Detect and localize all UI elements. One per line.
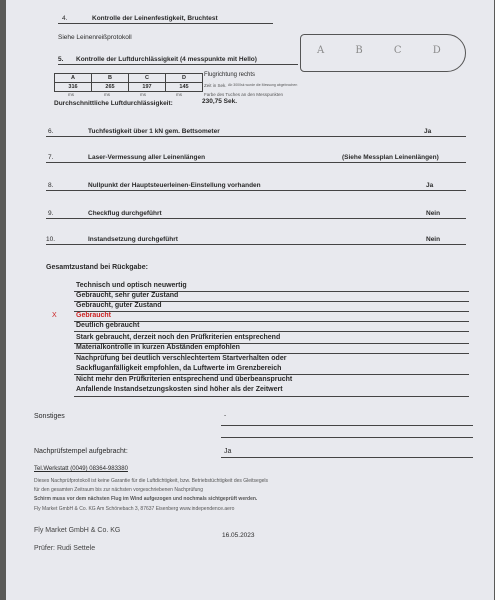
item6-number: 6. xyxy=(48,128,54,135)
value-b: 265 xyxy=(92,83,129,92)
item6-value: Ja xyxy=(424,128,432,135)
avg-value: 230,75 Sek. xyxy=(202,98,238,105)
sonstiges-value: - xyxy=(224,412,227,419)
item10-number: 10. xyxy=(46,236,56,243)
item7-number: 7. xyxy=(48,154,54,161)
unit-c: ms xyxy=(140,92,146,97)
unit-a: ms xyxy=(68,92,74,97)
condition-option: Materialkontrolle in kurzen Abständen empfohlen xyxy=(76,344,240,351)
header-c: C xyxy=(129,74,166,83)
disclaimer-line: für den gesamten Zeitraum bis zur nächsten vorgeschriebenen Nachprüfung xyxy=(34,487,203,493)
value-a: 316 xyxy=(55,83,92,92)
condition-option: Stark gebraucht, derzeit noch den Prüfkriterien entsprechend xyxy=(76,334,281,341)
disclaimer-line: Schirm muss vor dem nächsten Flug im Wind aufgezogen und nochmals sichtgeprüft werden. xyxy=(34,496,258,502)
item4-title: Kontrolle der Leinenfestigkeit, Bruchtest xyxy=(92,15,218,22)
item9-label: Checkflug durchgeführt xyxy=(88,210,162,217)
flow-direction-label: Flugrichtung rechts xyxy=(204,72,256,78)
sonstiges-label: Sonstiges xyxy=(34,413,65,420)
stamp-label: Nachprüfstempel aufgebracht: xyxy=(34,448,128,455)
item9-value: Nein xyxy=(426,210,441,217)
condition-option: Sackfluganfälligkeit empfohlen, da Luftwerte im Grenzbereich xyxy=(76,365,282,372)
item10-value: Nein xyxy=(426,236,441,243)
air-permeability-table xyxy=(54,73,203,92)
measurement-point-letters: A B C D xyxy=(317,45,455,56)
selected-marker: X xyxy=(52,312,57,319)
condition-title: Gesamtzustand bei Rückgabe: xyxy=(46,264,148,271)
condition-option: Nachprüfung bei deutlich verschlechtertem Startverhalten oder xyxy=(76,355,287,362)
item5-number: 5. xyxy=(58,56,64,63)
condition-option: Technisch und optisch neuwertig xyxy=(76,282,187,289)
unit-b: ms xyxy=(104,92,110,97)
time-note-2: Ab 3000sk wurde die Messung abgebrochen xyxy=(228,83,298,87)
condition-option: Gebraucht, guter Zustand xyxy=(76,302,162,309)
item7-value: (Siehe Messplan Leinenlängen) xyxy=(342,154,439,161)
report-date: 16.05.2023 xyxy=(222,532,255,539)
header-a: A xyxy=(55,74,92,83)
item7-label: Laser-Vermessung aller Leinenlängen xyxy=(88,154,206,161)
item8-number: 8. xyxy=(48,182,54,189)
item10-label: Instandsetzung durchgeführt xyxy=(88,236,178,243)
item8-label: Nullpunkt der Hauptsteuerleinen-Einstellung vorhanden xyxy=(88,182,261,189)
condition-option: Gebraucht, sehr guter Zustand xyxy=(76,292,179,299)
condition-option-selected: Gebraucht xyxy=(76,312,112,319)
unit-d: ms xyxy=(176,92,182,97)
stamp-value: Ja xyxy=(224,448,232,455)
avg-label: Durchschnittliche Luftdurchlässigkeit: xyxy=(54,100,173,107)
item5-title: Kontrolle der Luftdurchlässigkeit (4 messpunkte mit Hello) xyxy=(76,56,257,63)
company-name: Fly Market GmbH & Co. KG xyxy=(34,527,121,534)
item6-label: Tuchfestigkeit über 1 kN gem. Bettsometer xyxy=(88,128,220,135)
document-sheet xyxy=(6,0,494,600)
inspector-name: Prüfer: Rudi Settele xyxy=(34,545,96,552)
item4-note: Siehe Leinenreißprotokoll xyxy=(58,34,132,41)
item4-number: 4. xyxy=(62,15,68,22)
condition-option: Anfallende Instandsetzungskosten sind höher als der Zeitwert xyxy=(76,386,283,393)
value-d: 145 xyxy=(166,83,203,92)
condition-option: Deutlich gebraucht xyxy=(76,322,140,329)
value-c: 197 xyxy=(129,83,166,92)
item9-number: 9. xyxy=(48,210,54,217)
workshop-phone: Tel.Werkstatt (0049) 08364-983380 xyxy=(34,466,128,472)
color-note: Farbe des Tuches an den Messpunkten xyxy=(204,92,284,97)
condition-option: Nicht mehr den Prüfkriterien entsprechend und überbeansprucht xyxy=(76,376,293,383)
header-d: D xyxy=(166,74,203,83)
time-note: Zeit in Sek. xyxy=(204,83,227,88)
header-b: B xyxy=(92,74,129,83)
disclaimer-line: Dieses Nachprüfprotokoll ist keine Garantie für die Luftdichtigkeit, bzw. Betriebstüchtigkeit des Gleitsegels xyxy=(34,478,269,484)
item8-value: Ja xyxy=(426,182,434,189)
disclaimer-line: Fly Market GmbH & Co. KG Am Schönebach 3, 87637 Eisenberg www.independence.aero xyxy=(34,506,235,512)
